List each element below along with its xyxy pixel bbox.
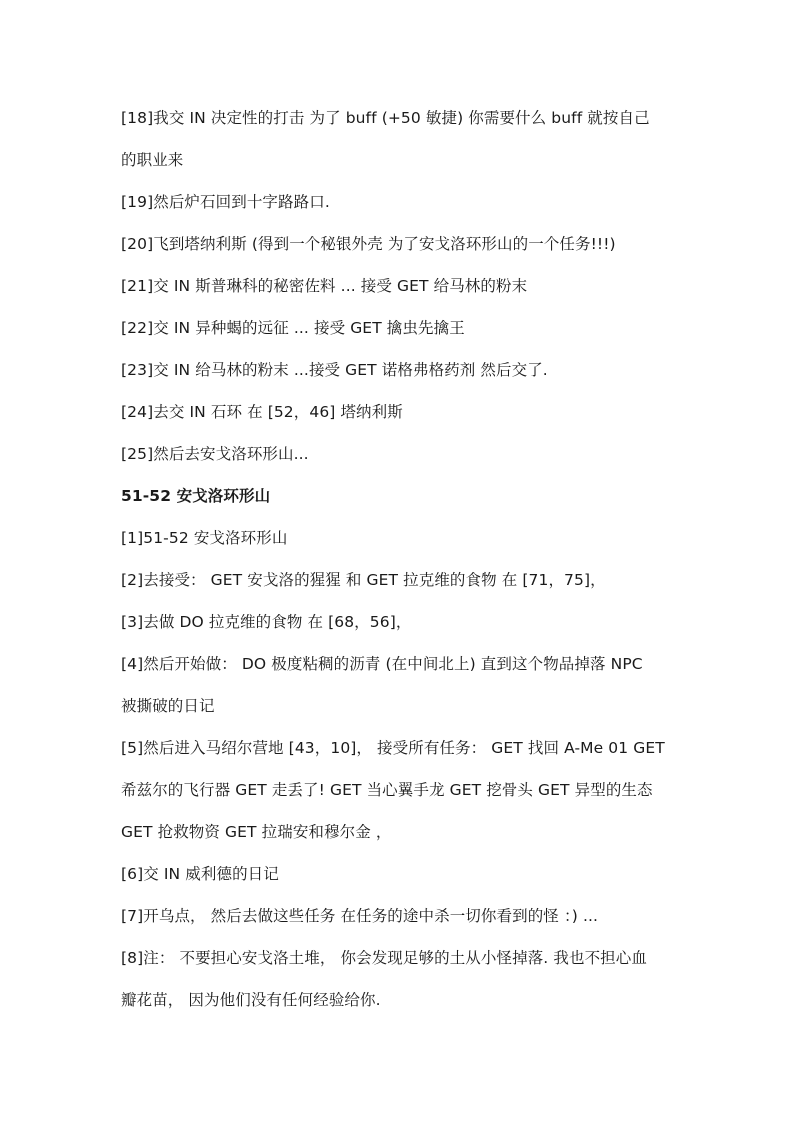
text-line: [20]飞到塔纳利斯 (得到一个秘银外壳 为了安戈洛环形山的一个任务!!!) xyxy=(121,235,616,253)
text-line: [24]去交 IN 石环 在 [52，46] 塔纳利斯 xyxy=(121,403,403,421)
text-line: [5]然后进入马绍尔营地 [43，10]， 接受所有任务： GET 找回 A-Me 01 GET xyxy=(121,739,665,757)
text-line: [23]交 IN 给马林的粉末 ...接受 GET 诺格弗格药剂 然后交了. xyxy=(121,361,548,379)
section-heading: 51-52 安戈洛环形山 xyxy=(121,487,271,505)
text-line: [3]去做 DO 拉克维的食物 在 [68，56]， xyxy=(121,613,412,631)
text-line: 被撕破的日记 xyxy=(121,697,215,715)
text-line: [7]开乌点， 然后去做这些任务 在任务的途中杀一切你看到的怪 ：) ... xyxy=(121,907,599,925)
text-line: [2]去接受： GET 安戈洛的猩猩 和 GET 拉克维的食物 在 [71，75]， xyxy=(121,571,606,589)
text-line: [22]交 IN 异种蝎的远征 ... 接受 GET 擒虫先擒王 xyxy=(121,319,465,337)
text-line: [8]注： 不要担心安戈洛土堆， 你会发现足够的土从小怪掉落. 我也不担心血 xyxy=(121,949,647,967)
text-line: GET 抢救物资 GET 拉瑞安和穆尔金 ， xyxy=(121,823,392,841)
text-line: [25]然后去安戈洛环形山... xyxy=(121,445,309,463)
text-line: [18]我交 IN 决定性的打击 为了 buff (+50 敏捷) 你需要什么 buff 就按自己 xyxy=(121,109,650,127)
text-line: 瓣花苗， 因为他们没有任何经验给你. xyxy=(121,991,381,1009)
text-line: 希兹尔的飞行器 GET 走丢了! GET 当心翼手龙 GET 挖骨头 GET 异型的生态 xyxy=(121,781,653,799)
text-line: [4]然后开始做： DO 极度粘稠的沥青 (在中间北上) 直到这个物品掉落 NPC xyxy=(121,655,643,673)
text-line: [6]交 IN 威利德的日记 xyxy=(121,865,279,883)
text-line: [19]然后炉石回到十字路路口. xyxy=(121,193,330,211)
text-line: 的职业来 xyxy=(121,151,184,169)
text-line: [21]交 IN 斯普琳科的秘密佐料 ... 接受 GET 给马林的粉末 xyxy=(121,277,528,295)
text-line: [1]51-52 安戈洛环形山 xyxy=(121,529,288,547)
